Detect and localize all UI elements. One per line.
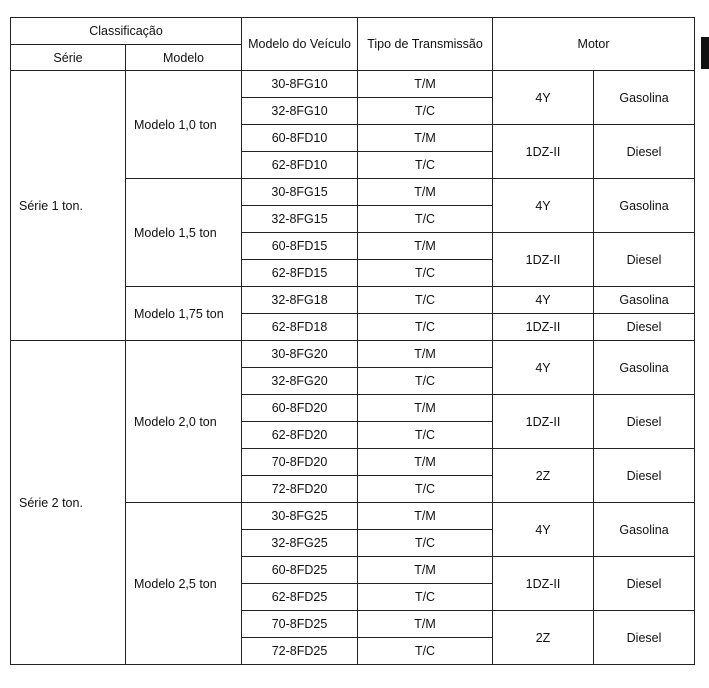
- vehicle-model-cell: 32-8FG10: [242, 98, 358, 125]
- transmission-cell: T/C: [358, 287, 493, 314]
- vehicle-model-cell: 30-8FG15: [242, 179, 358, 206]
- engine-cell: 1DZ-II: [493, 233, 594, 287]
- header-classificacao: Classificação: [11, 18, 242, 45]
- model-cell: Modelo 1,5 ton: [126, 179, 242, 287]
- vehicle-model-cell: 62-8FD20: [242, 422, 358, 449]
- vehicle-model-cell: 62-8FD25: [242, 584, 358, 611]
- transmission-cell: T/C: [358, 206, 493, 233]
- header-modelo-veiculo: Modelo do Veículo: [242, 18, 358, 71]
- fuel-cell: Gasolina: [594, 287, 695, 314]
- vehicle-model-cell: 60-8FD25: [242, 557, 358, 584]
- transmission-cell: T/M: [358, 395, 493, 422]
- engine-cell: 2Z: [493, 611, 594, 665]
- page-edge-marker: [701, 37, 709, 69]
- fuel-cell: Diesel: [594, 611, 695, 665]
- fuel-cell: Gasolina: [594, 71, 695, 125]
- transmission-cell: T/M: [358, 341, 493, 368]
- vehicle-model-cell: 30-8FG10: [242, 71, 358, 98]
- engine-cell: 4Y: [493, 179, 594, 233]
- vehicle-model-cell: 30-8FG20: [242, 341, 358, 368]
- transmission-cell: T/M: [358, 179, 493, 206]
- transmission-cell: T/C: [358, 98, 493, 125]
- model-cell: Modelo 1,0 ton: [126, 71, 242, 179]
- vehicle-model-cell: 72-8FD25: [242, 638, 358, 665]
- fuel-cell: Diesel: [594, 395, 695, 449]
- fuel-cell: Diesel: [594, 557, 695, 611]
- vehicle-model-cell: 70-8FD20: [242, 449, 358, 476]
- engine-cell: 2Z: [493, 449, 594, 503]
- series-cell: Série 2 ton.: [11, 341, 126, 665]
- transmission-cell: T/C: [358, 314, 493, 341]
- transmission-cell: T/C: [358, 260, 493, 287]
- header-tipo-transmissao: Tipo de Transmissão: [358, 18, 493, 71]
- transmission-cell: T/M: [358, 449, 493, 476]
- transmission-cell: T/M: [358, 503, 493, 530]
- transmission-cell: T/C: [358, 368, 493, 395]
- vehicle-model-cell: 60-8FD15: [242, 233, 358, 260]
- fuel-cell: Diesel: [594, 233, 695, 287]
- vehicle-model-cell: 32-8FG18: [242, 287, 358, 314]
- fuel-cell: Gasolina: [594, 503, 695, 557]
- engine-cell: 4Y: [493, 71, 594, 125]
- transmission-cell: T/M: [358, 557, 493, 584]
- model-cell: Modelo 1,75 ton: [126, 287, 242, 341]
- engine-cell: 1DZ-II: [493, 557, 594, 611]
- vehicle-model-cell: 62-8FD10: [242, 152, 358, 179]
- fuel-cell: Gasolina: [594, 341, 695, 395]
- fuel-cell: Diesel: [594, 314, 695, 341]
- vehicle-model-cell: 32-8FG15: [242, 206, 358, 233]
- transmission-cell: T/C: [358, 476, 493, 503]
- table-row: [11, 71, 695, 98]
- fuel-cell: Diesel: [594, 449, 695, 503]
- engine-cell: 1DZ-II: [493, 125, 594, 179]
- vehicle-classification-table: [10, 17, 695, 665]
- vehicle-model-cell: 62-8FD18: [242, 314, 358, 341]
- transmission-cell: T/M: [358, 71, 493, 98]
- engine-cell: 1DZ-II: [493, 314, 594, 341]
- model-cell: Modelo 2,5 ton: [126, 503, 242, 665]
- vehicle-model-cell: 70-8FD25: [242, 611, 358, 638]
- engine-cell: 4Y: [493, 503, 594, 557]
- header-serie: Série: [11, 45, 126, 71]
- model-cell: Modelo 2,0 ton: [126, 341, 242, 503]
- vehicle-model-cell: 62-8FD15: [242, 260, 358, 287]
- vehicle-model-cell: 72-8FD20: [242, 476, 358, 503]
- vehicle-model-cell: 60-8FD10: [242, 125, 358, 152]
- table-row: [11, 341, 695, 368]
- header-modelo: Modelo: [126, 45, 242, 71]
- vehicle-model-cell: 60-8FD20: [242, 395, 358, 422]
- fuel-cell: Diesel: [594, 125, 695, 179]
- header-motor: Motor: [493, 18, 695, 71]
- engine-cell: 4Y: [493, 341, 594, 395]
- vehicle-model-cell: 30-8FG25: [242, 503, 358, 530]
- transmission-cell: T/M: [358, 611, 493, 638]
- engine-cell: 1DZ-II: [493, 395, 594, 449]
- transmission-cell: T/C: [358, 584, 493, 611]
- transmission-cell: T/M: [358, 233, 493, 260]
- engine-cell: 4Y: [493, 287, 594, 314]
- transmission-cell: T/C: [358, 530, 493, 557]
- transmission-cell: T/C: [358, 422, 493, 449]
- vehicle-model-cell: 32-8FG25: [242, 530, 358, 557]
- series-cell: Série 1 ton.: [11, 71, 126, 341]
- transmission-cell: T/C: [358, 638, 493, 665]
- vehicle-model-cell: 32-8FG20: [242, 368, 358, 395]
- transmission-cell: T/M: [358, 125, 493, 152]
- transmission-cell: T/C: [358, 152, 493, 179]
- fuel-cell: Gasolina: [594, 179, 695, 233]
